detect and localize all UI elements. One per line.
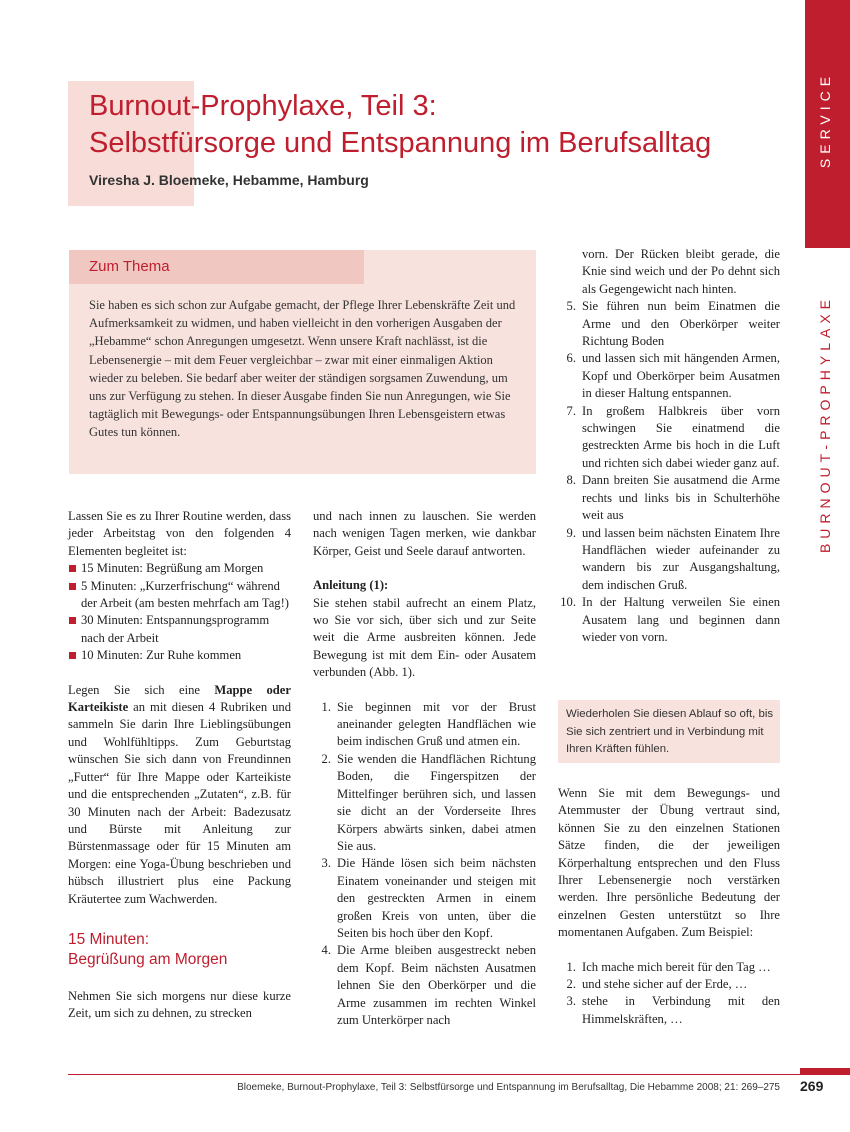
item-number: 1. bbox=[321, 699, 331, 714]
zum-thema-title: Zum Thema bbox=[89, 258, 170, 275]
topic-tab-label: BURNOUT-PROPHYLAXE bbox=[817, 294, 833, 554]
item-text: stehe in Verbindung mit den Himmelskräften, … bbox=[582, 994, 780, 1026]
list-item: 15 Minuten: Begrüßung am Morgen bbox=[68, 560, 291, 577]
steps-list bbox=[558, 298, 780, 646]
item-text: und lassen beim nächsten Einatem Ihre Handflächen wieder aufeinander zu wandern bis zur Ausgangshaltung, dem indischen Gruß. bbox=[582, 525, 780, 592]
column-1 bbox=[68, 508, 291, 1023]
zum-thema-text: Sie haben es sich schon zur Aufgabe gemacht, der Pflege Ihrer Lebenskräfte Zeit und Aufmerksamkeit zu widmen, und haben vielleicht in den vorherigen Ausgaben der „Hebamme“ schon Anregungen umgesetzt. Wenn unsere Kraft nachlässt, ist die Lebensenergie – mit dem Feuer vergleichbar – zwar mit einer einmaligen Aktion wieder zu beleben. Sie bedarf aber weiter der ständigen sorgsamen Zuwendung, um uns zur Verfügung zu stehen. In dieser Ausgabe finden Sie nun Anregungen, wie Sie tagtäglich mit Bewegungs- oder Entspannungsübungen Ihren Lebensgeistern etwas Gutes tun können. bbox=[89, 298, 516, 440]
list-item bbox=[558, 472, 780, 524]
item-text: Sie beginnen mit vor der Brust aneinander gelegten Handflächen wie beim indischen Gruß und atmen ein. bbox=[337, 699, 536, 749]
list-item bbox=[313, 855, 536, 942]
item-text: und lassen sich mit hängenden Armen, Kopf und Oberkörper beim Ausatmen in dieser Haltung entspannen. bbox=[582, 351, 780, 401]
column-3-top bbox=[558, 246, 780, 646]
item-text: Sie wenden die Handflächen Richtung Boden, die Fingerspitzen der Mittelfinger berühren sich, und lassen sie dicht an der Vorderseite Ihres Körpers abwärts sinken, dabei atmen Sie aus. bbox=[337, 751, 536, 853]
item-number: 9. bbox=[566, 525, 576, 540]
item-number: 3. bbox=[321, 856, 331, 871]
list-item bbox=[558, 959, 780, 976]
item-number: 2. bbox=[321, 751, 331, 766]
footer-rule bbox=[68, 1074, 850, 1075]
steps-list bbox=[313, 699, 536, 1030]
mappe-paragraph: Legen Sie sich eine Mappe oder Karteikiste an mit diesen 4 Rubriken und sammeln Sie darin Ihre Lieblingsübungen und Wohlfühltipps. Zum Geburtstag wünschen Sie sich dann von Freundinnen „Futter“ für Ihre Mappe oder Karteikiste und die entsprechenden „Zutaten“, z.B. für 30 Minuten nach der Arbeit: Badezusatz und Bürste mit Anleitung zur Bürstenmassage oder für 15 Minuten am Morgen: eine Yoga-Übung beschrieben und hübsch illustriert plus eine Packung Kräutertee zum Wachwerden. bbox=[68, 682, 291, 906]
item-number: 1. bbox=[566, 959, 576, 974]
list-item bbox=[558, 993, 780, 1028]
footer-accent-bar bbox=[800, 1068, 850, 1074]
item-number: 5. bbox=[566, 299, 576, 314]
continuation-text: vorn. Der Rücken bleibt gerade, die Knie sind weich und der Po dehnt sich als Gegengewicht nach hinten. bbox=[582, 247, 780, 296]
item-number: 2. bbox=[566, 977, 576, 992]
item-number: 7. bbox=[566, 403, 576, 418]
list-item bbox=[558, 525, 780, 595]
item-number: 4. bbox=[321, 943, 331, 958]
item-number: 10. bbox=[560, 595, 576, 610]
service-tab-label: SERVICE bbox=[817, 71, 833, 169]
intro-paragraph: Lassen Sie es zu Ihrer Routine werden, dass jeder Arbeitstag von den folgenden 4 Elementen begleitet ist: bbox=[68, 509, 291, 558]
item-text: In großem Halbkreis über vorn schwingen Sie einatmend die gestreckten Arme bis hoch in die Luft und richten sich dabei wieder ganz auf. bbox=[582, 403, 780, 470]
list-item bbox=[558, 403, 780, 473]
column-3-bottom bbox=[558, 785, 780, 1028]
list-item bbox=[313, 751, 536, 855]
list-item bbox=[313, 942, 536, 1029]
page-number: 269 bbox=[800, 1078, 824, 1094]
continuation-paragraph: und nach innen zu lauschen. Sie werden nach wenigen Tagen merken, wie dankbar Körper, Geist und Seele darauf antworten. bbox=[313, 509, 536, 558]
list-item bbox=[558, 298, 780, 350]
list-item bbox=[558, 350, 780, 402]
footer-citation: Bloemeke, Burnout-Prophylaxe, Teil 3: Selbstfürsorge und Entspannung im Berufsalltag, Die Hebamme 2008; 21: 269–275 bbox=[237, 1082, 780, 1093]
list-item bbox=[558, 976, 780, 993]
section-heading: 15 Minuten: Begrüßung am Morgen bbox=[68, 930, 228, 968]
anleitung-title: Anleitung (1): bbox=[313, 578, 389, 593]
stations-paragraph: Wenn Sie mit dem Bewegungs- und Atemmuster der Übung vertraut sind, können Sie zu den einzelnen Stationen Sätze finden, die der jeweiligen Körperhaltung entsprechen und den Fluss Ihrer Lebensenergie noch verstärken werden. Ihre persönliche Bedeutung der einzelnen Gesten unterstützt so Ihre momentanen Aufgaben. Zum Beispiel: bbox=[558, 786, 780, 940]
item-text: Dann breiten Sie ausatmend die Arme rechts und links bis in Schulterhöhe weit aus bbox=[582, 473, 780, 523]
note-text: Wiederholen Sie diesen Ablauf so oft, bis Sie sich zentriert und in Verbindung mit Ihren Kräften fühlen. bbox=[566, 708, 774, 755]
list-item bbox=[558, 594, 780, 646]
list-item: 10 Minuten: Zur Ruhe kommen bbox=[68, 647, 291, 664]
morning-paragraph: Nehmen Sie sich morgens nur diese kurze Zeit, um sich zu dehnen, zu strecken bbox=[68, 988, 291, 1021]
list-item: 30 Minuten: Entspannungsprogramm nach der Arbeit bbox=[68, 612, 291, 647]
elements-list bbox=[68, 560, 291, 664]
article-title: Burnout-Prophylaxe, Teil 3: Selbstfürsorge und Entspannung im Berufsalltag bbox=[89, 90, 712, 159]
item-text: Ich mache mich bereit für den Tag … bbox=[582, 959, 771, 974]
item-number: 6. bbox=[566, 351, 576, 366]
list-item bbox=[313, 699, 536, 751]
item-text: und stehe sicher auf der Erde, … bbox=[582, 977, 748, 992]
item-text: Die Arme bleiben ausgestreckt neben dem Kopf. Beim nächsten Ausatmen lehnen Sie den Oberkörper und die Arme zusammen im rechten Winkel zum Unterkörper nach bbox=[337, 943, 536, 1027]
item-number: 8. bbox=[566, 473, 576, 488]
author-byline: Viresha J. Bloemeke, Hebamme, Hamburg bbox=[89, 172, 369, 188]
item-number: 3. bbox=[566, 994, 576, 1009]
list-item: 5 Minuten: „Kurzerfrischung“ während der Arbeit (am besten mehrfach am Tag!) bbox=[68, 578, 291, 613]
item-text: Die Hände lösen sich beim nächsten Einatem voneinander und steigen mit den gestreckten Armen in einem großen Kreis von unten, über die Seiten bis hoch über den Kopf. bbox=[337, 856, 536, 940]
anleitung-text: Sie stehen stabil aufrecht an einem Platz, wo Sie vor sich, über sich und zur Seite weit die Arme ausbreiten können. Jede Bewegung ist mit dem Ein- oder Ausatem verbunden (Abb. 1). bbox=[313, 595, 536, 680]
examples-list bbox=[558, 959, 780, 1029]
item-text: Sie führen nun beim Einatmen die Arme und den Oberkörper weiter Richtung Boden bbox=[582, 299, 780, 349]
item-text: In der Haltung verweilen Sie einen Ausatem lang und beginnen dann wieder von vorn. bbox=[582, 595, 780, 644]
column-2 bbox=[313, 508, 536, 1029]
